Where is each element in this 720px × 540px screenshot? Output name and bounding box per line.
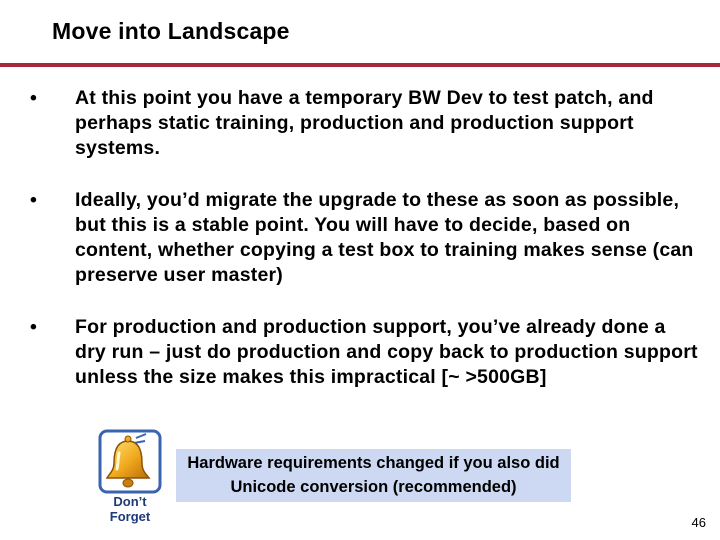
bullet-marker: • <box>30 87 38 109</box>
title-divider <box>0 63 720 67</box>
bullet-text: Ideally, you’d migrate the upgrade to these as soon as possible, but this is a stable point. You will have to decide, based on content, whether copying a test box to training makes sense (can preserve user master) <box>75 189 694 286</box>
bullet-text: For production and production support, you’ve already done a dry run – just do production and copy back to production support unless the size makes this impractical [~ >500GB] <box>75 316 698 388</box>
bullet-item <box>30 315 702 390</box>
bullet-list <box>30 86 702 390</box>
bullet-text: At this point you have a temporary BW Dev to test patch, and perhaps static training, production and production support systems. <box>75 87 654 159</box>
bullet-item <box>30 188 702 288</box>
bullet-item <box>30 86 702 161</box>
bullet-marker: • <box>30 316 38 338</box>
page-number: 46 <box>691 515 706 530</box>
note-text: Hardware requirements changed if you also did Unicode conversion (recommended) <box>187 454 560 496</box>
slide-title: Move into Landscape <box>52 18 290 44</box>
dont-forget-label: Don’t Forget <box>109 494 151 524</box>
bullet-marker: • <box>30 189 38 211</box>
